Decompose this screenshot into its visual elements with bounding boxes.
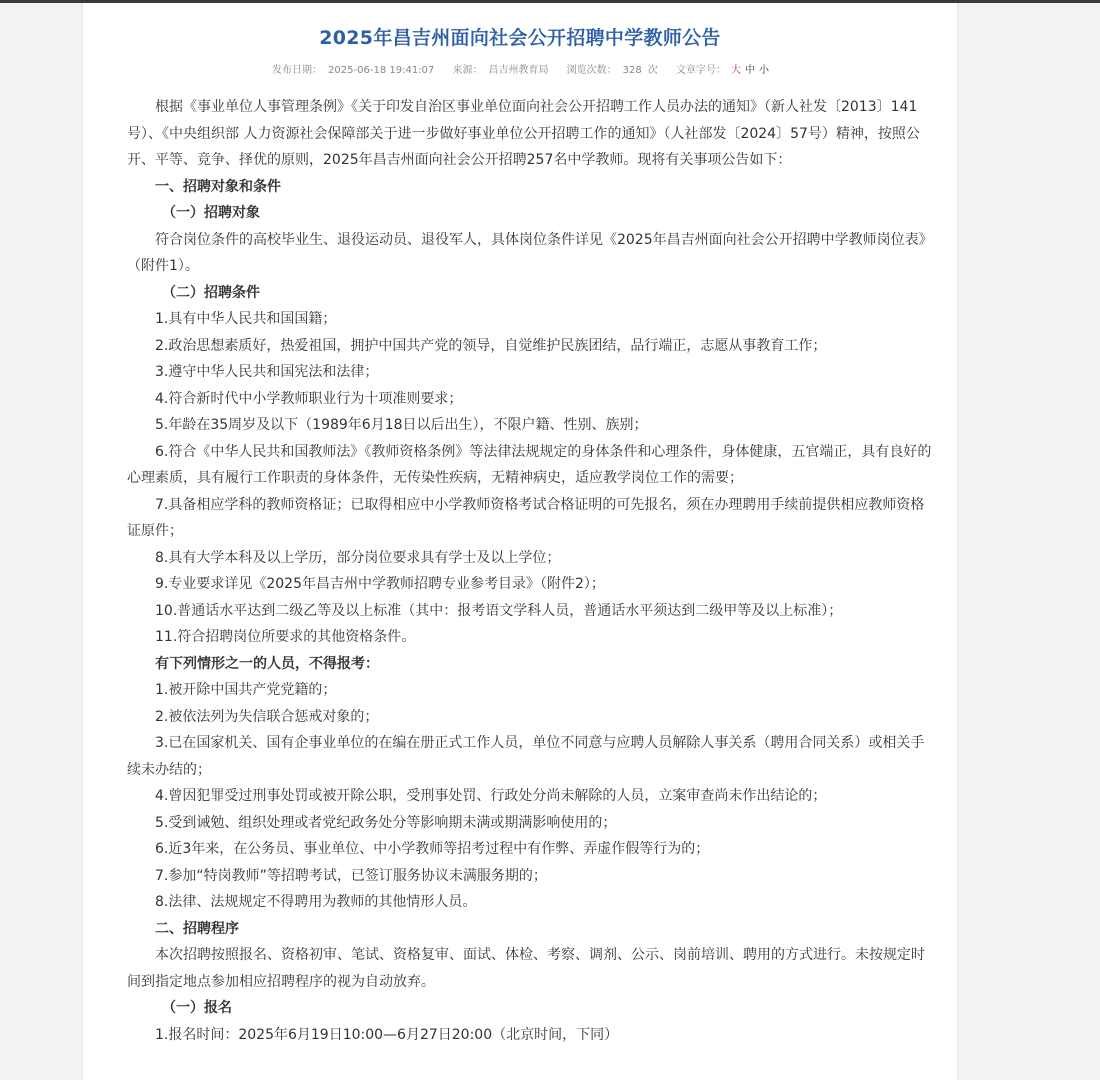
article-paragraph: 11.符合招聘岗位所要求的其他资格条件。 bbox=[155, 629, 416, 645]
section-heading: 二、招聘程序 bbox=[155, 920, 239, 937]
article-paragraph: 3.已在国家机关、国有企事业单位的在编在册正式工作人员，单位不同意与应聘人员解除人事关系（聘用合同关系）或相关手续未办结的； bbox=[127, 735, 925, 778]
article-paragraph: 6.符合《中华人民共和国教师法》《教师资格条例》等法律法规规定的身体条件和心理条件，身体健康，五官端正，具有良好的心理素质，具有履行工作职责的身体条件，无传染性疾病，无精神病史，适应教学岗位工作的需要； bbox=[127, 443, 932, 486]
article-paragraph: 7.参加“特岗教师”等招聘考试，已签订服务协议未满服务期的； bbox=[155, 867, 547, 884]
publish-date-value: 2025-06-18 19:41:07 bbox=[328, 65, 435, 76]
source-label: 来源： bbox=[452, 65, 483, 76]
font-size-label: 文章字号： bbox=[675, 65, 726, 76]
article-paragraph: 2.被依法列为失信联合惩戒对象的； bbox=[155, 708, 379, 725]
publish-date-label: 发布日期： bbox=[272, 65, 323, 76]
article-paragraph: 3.遵守中华人民共和国宪法和法律； bbox=[155, 364, 379, 380]
source-value: 昌吉州教育局 bbox=[488, 65, 549, 76]
article-page bbox=[82, 3, 958, 1080]
subsection-heading: （二）招聘条件 bbox=[162, 284, 260, 301]
article-paragraph: 2.政治思想素质好，热爱祖国，拥护中国共产党的领导，自觉维护民族团结，品行端正，志愿从事教育工作； bbox=[155, 337, 827, 354]
article-paragraph: 8.具有大学本科及以上学历，部分岗位要求具有学士及以上学位； bbox=[155, 549, 561, 566]
section-heading: 一、招聘对象和条件 bbox=[155, 178, 281, 195]
article-paragraph: 4.曾因犯罪受过刑事处罚或被开除公职，受刑事处罚、行政处分尚未解除的人员，立案审查尚未作出结论的； bbox=[155, 788, 827, 804]
article-paragraph: 符合岗位条件的高校毕业生、退役运动员、退役军人，具体岗位条件详见《2025年昌吉州面向社会公开招聘中学教师岗位表》（附件1）。 bbox=[127, 231, 933, 274]
article-paragraph: 10.普通话水平达到二级乙等及以上标准（其中：报考语文学科人员，普通话水平须达到二级甲等及以上标准）； bbox=[155, 602, 843, 619]
article-paragraph: 1.具有中华人民共和国国籍； bbox=[155, 311, 337, 327]
article-paragraph: 6.近3年来，在公务员、事业单位、中小学教师等招考过程中有作弊、弄虚作假等行为的； bbox=[155, 841, 710, 857]
article-title: 2025年昌吉州面向社会公开招聘中学教师公告 bbox=[319, 27, 721, 49]
article-paragraph: 1.报名时间：2025年6月19日10:00—6月27日20:00（北京时间，下同） bbox=[155, 1026, 619, 1043]
font-size-large-button[interactable]: 大 bbox=[730, 65, 741, 76]
subsection-heading: （一）招聘对象 bbox=[162, 205, 260, 221]
views-count: 328 bbox=[622, 65, 642, 76]
article-paragraph: 5.受到诫勉、组织处理或者党纪政务处分等影响期未满或期满影响使用的； bbox=[155, 814, 617, 831]
views-label: 浏览次数： bbox=[566, 65, 617, 76]
article-paragraph: 1.被开除中国共产党党籍的； bbox=[155, 682, 337, 698]
article-paragraph: 7.具备相应学科的教师资格证；已取得相应中小学教师资格考试合格证明的可先报名，须在办理聘用手续前提供相应教师资格证原件； bbox=[127, 496, 925, 539]
views-unit: 次 bbox=[647, 65, 658, 76]
article-paragraph: 9.专业要求详见《2025年昌吉州中学教师招聘专业参考目录》（附件2）； bbox=[155, 576, 605, 592]
subsection-heading: （一）报名 bbox=[162, 1000, 232, 1016]
article-paragraph: 4.符合新时代中小学教师职业行为十项准则要求； bbox=[155, 390, 463, 407]
font-size-medium-button[interactable]: 中 bbox=[744, 65, 755, 76]
article-paragraph: 5.年龄在35周岁及以下（1989年6月18日以后出生），不限户籍、性别、族别； bbox=[155, 417, 648, 433]
section-heading: 有下列情形之一的人员，不得报考： bbox=[155, 655, 379, 672]
article-meta bbox=[83, 61, 957, 76]
article-paragraph: 根据《事业单位人事管理条例》《关于印发自治区事业单位面向社会公开招聘工作人员办法的通知》（新人社发〔2013〕141号）、《中央组织部 人力资源社会保障部关于进一步做好事业单位公开招聘工作的通知》（人社部发〔2024〕57号）精神，按照公开、平等、竞争、择优的原则，2025年昌吉州面向社会公开招聘257名中学教师。现将有关事项公告如下： bbox=[127, 99, 920, 168]
font-size-small-button[interactable]: 小 bbox=[758, 65, 769, 76]
article-body bbox=[127, 94, 935, 1048]
article-paragraph: 8.法律、法规规定不得聘用为教师的其他情形人员。 bbox=[155, 894, 477, 910]
article-paragraph: 本次招聘按照报名、资格初审、笔试、资格复审、面试、体检、考察、调剂、公示、岗前培训、聘用的方式进行。未按规定时间到指定地点参加相应招聘程序的视为自动放弃。 bbox=[127, 947, 925, 990]
